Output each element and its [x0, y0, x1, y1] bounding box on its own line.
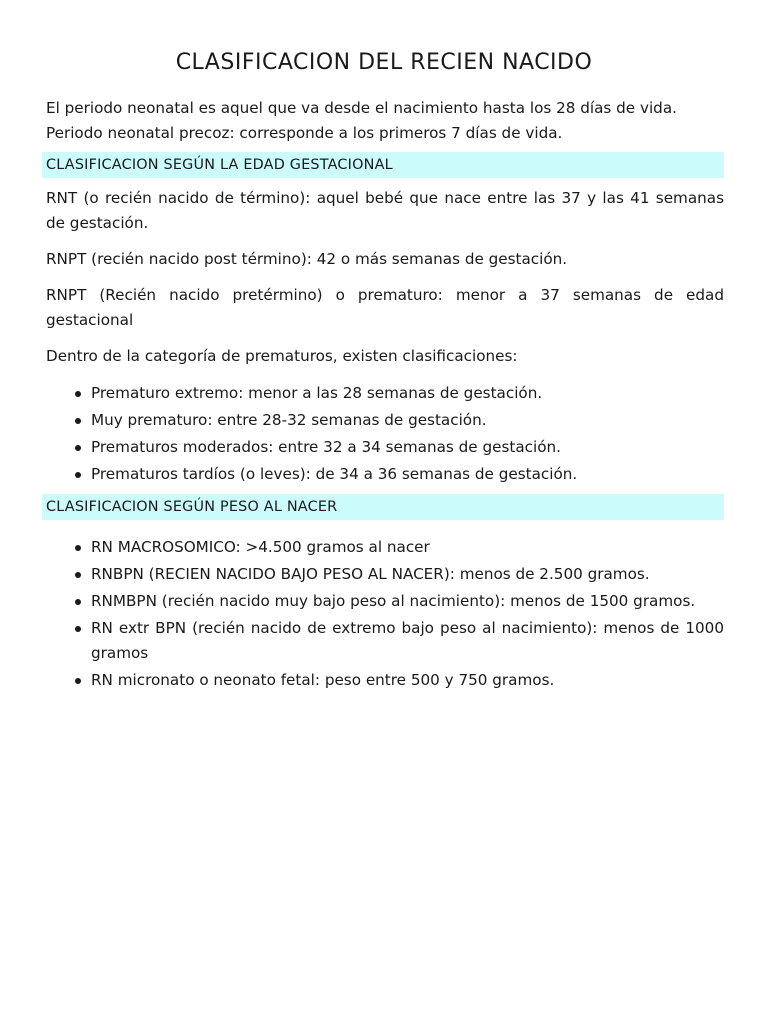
- list-item-text: RN micronato o neonato fetal: peso entre 500 y 750 gramos.: [91, 671, 555, 689]
- intro-paragraph: El periodo neonatal es aquel que va desde el nacimiento hasta los 28 días de vida.: [46, 99, 677, 117]
- bullet-icon: [75, 626, 81, 632]
- list-item: [46, 461, 724, 488]
- list-item-text: RN MACROSOMICO: >4.500 gramos al nacer: [91, 538, 430, 556]
- premature-classification-list: [46, 380, 724, 488]
- list-item-text: RNMBPN (recién nacido muy bajo peso al nacimiento): menos de 1500 gramos.: [91, 592, 696, 610]
- intro-paragraph: Periodo neonatal precoz: corresponde a los primeros 7 días de vida.: [46, 124, 563, 142]
- document-body: [46, 96, 724, 700]
- paragraph-rnt: RNT (o recién nacido de término): aquel bebé que nace entre las 37 y las 41 semanas de gestación.: [46, 189, 724, 232]
- list-item-text: RN extr BPN (recién nacido de extremo bajo peso al nacimiento): menos de 1000 gramos: [91, 619, 724, 662]
- paragraph-premature-categories: Dentro de la categoría de prematuros, existen clasificaciones:: [46, 347, 518, 365]
- list-item: [46, 615, 724, 667]
- list-item: [46, 380, 724, 407]
- list-item-text: RNBPN (RECIEN NACIDO BAJO PESO AL NACER): menos de 2.500 gramos.: [91, 565, 650, 583]
- list-item-text: Prematuros tardíos (o leves): de 34 a 36 semanas de gestación.: [91, 465, 578, 483]
- list-item-text: Prematuro extremo: menor a las 28 semanas de gestación.: [91, 384, 543, 402]
- section-heading-birth-weight: CLASIFICACION SEGÚN PESO AL NACER: [42, 494, 724, 520]
- birth-weight-classification-list: [46, 534, 724, 694]
- bullet-icon: [75, 418, 81, 424]
- bullet-icon: [75, 599, 81, 605]
- list-item: [46, 588, 724, 615]
- list-item: [46, 407, 724, 434]
- list-item: [46, 561, 724, 588]
- bullet-icon: [75, 391, 81, 397]
- bullet-icon: [75, 572, 81, 578]
- bullet-icon: [75, 545, 81, 551]
- bullet-icon: [75, 445, 81, 451]
- list-item-text: Muy prematuro: entre 28-32 semanas de gestación.: [91, 411, 487, 429]
- section-heading-gestational-age: CLASIFICACION SEGÚN LA EDAD GESTACIONAL: [42, 152, 724, 178]
- page-title: CLASIFICACION DEL RECIEN NACIDO: [175, 50, 593, 75]
- list-item: [46, 667, 724, 694]
- paragraph-rnpt-post-term: RNPT (recién nacido post término): 42 o más semanas de gestación.: [46, 250, 568, 268]
- bullet-icon: [75, 472, 81, 478]
- paragraph-rnpt-preterm: RNPT (Recién nacido pretérmino) o prematuro: menor a 37 semanas de edad gestacional: [46, 286, 724, 329]
- bullet-icon: [75, 678, 81, 684]
- list-item-text: Prematuros moderados: entre 32 a 34 semanas de gestación.: [91, 438, 561, 456]
- list-item: [46, 434, 724, 461]
- list-item: [46, 534, 724, 561]
